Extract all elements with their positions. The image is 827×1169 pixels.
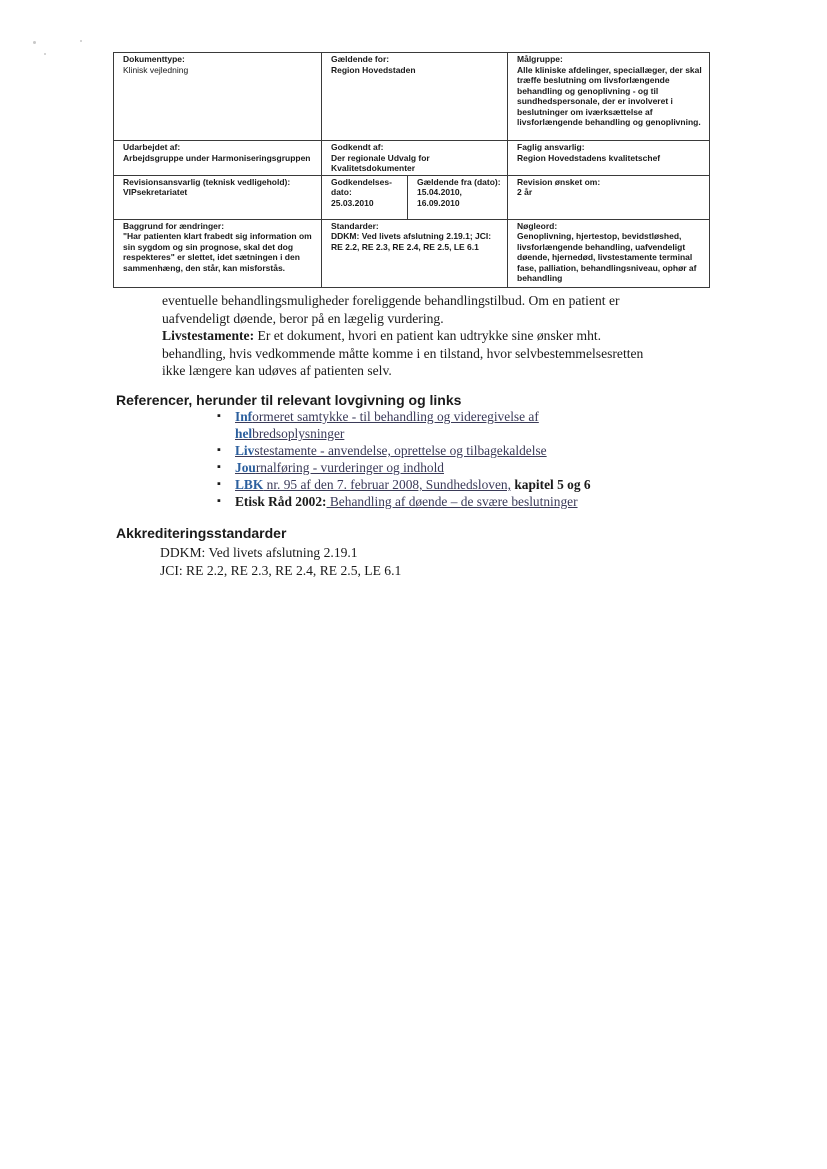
- link-informeret-samtykke-cont[interactable]: helbredsoplysninger: [235, 426, 345, 441]
- cell-dokumenttype: [114, 53, 322, 141]
- cell-revisionsansvarlig: [114, 175, 322, 219]
- cell-revision-onsket: [508, 175, 710, 219]
- link-livstestamente[interactable]: Livstestamente - anvendelse, oprettelse og tilbagekaldelse: [235, 443, 547, 458]
- scan-speck: [80, 40, 82, 42]
- godkendelsesdato-value: 25.03.2010: [331, 197, 374, 208]
- body-line: uafvendeligt døende, beror på en lægelig vurdering.: [162, 310, 444, 326]
- godkendt-af-value: Der regionale Udvalg for Kvalitetsdokumenter: [331, 152, 430, 173]
- udarbejdet-af-value: Arbejdsgruppe under Harmoniseringsgruppen: [123, 152, 311, 163]
- cell-baggrund: [114, 219, 322, 287]
- link-informeret-samtykke[interactable]: Informeret samtykke - til behandling og videregivelse af: [235, 409, 539, 424]
- accreditation-jci: JCI: RE 2.2, RE 2.3, RE 2.4, RE 2.5, LE 6.1: [160, 563, 402, 578]
- cell-gaeldende-fra: [408, 175, 508, 219]
- dokumenttype-label: Dokumenttype:: [123, 54, 185, 64]
- godkendelsesdato-label: Godkendelses-dato:: [331, 176, 392, 197]
- udarbejdet-af-label: Udarbejdet af:: [123, 142, 181, 152]
- baggrund-label: Baggrund for ændringer:: [123, 220, 225, 231]
- reference-item: [217, 476, 657, 493]
- reference-list: [217, 408, 657, 510]
- body-line: behandling, hvis vedkommende måtte komme i en tilstand, hvor selvbestemmelsesretten: [162, 345, 644, 361]
- standarder-label: Standarder:: [331, 220, 379, 231]
- scan-speck: [33, 41, 36, 44]
- body-line: eventuelle behandlingsmuligheder foreliggende behandlingstilbud. Om en patient er: [162, 293, 620, 308]
- godkendt-af-label: Godkendt af:: [331, 142, 384, 152]
- body-line: [162, 327, 702, 345]
- gaeldende-for-value: Region Hovedstaden: [331, 64, 416, 75]
- gaeldende-fra-value-1: 15.04.2010,: [417, 187, 462, 197]
- revisionsansvarlig-value: VIPsekretariatet: [123, 187, 188, 197]
- cell-godkendelsesdato: [322, 175, 408, 219]
- revision-onsket-value: 2 år: [517, 187, 533, 197]
- references-heading: Referencer, herunder til relevant lovgivning og links: [116, 392, 462, 408]
- gaeldende-for-label: Gældende for:: [331, 54, 390, 64]
- faglig-ansvarlig-label: Faglig ansvarlig:: [517, 142, 585, 152]
- maalgruppe-value: Alle kliniske afdelinger, speciallæger, der skal træffe beslutning om livsforlængende behandling og genoplivning - og til sundhedspersonale, der er involveret i beslutninger om iværksættelse af livsforlængende behandling og genoplivning.: [517, 64, 702, 127]
- cell-godkendt-af: [322, 141, 508, 176]
- faglig-ansvarlig-value: Region Hovedstadens kvalitetschef: [517, 152, 661, 163]
- livstestamente-definition: Er et dokument, hvori en patient kan udtrykke sine ønsker mht.: [254, 328, 602, 343]
- sundhedsloven-chapter: kapitel 5 og 6: [510, 477, 591, 492]
- cell-udarbejdet-af: [114, 141, 322, 176]
- standarder-value: DDKM: Ved livets afslutning 2.19.1; JCI: RE 2.2, RE 2.3, RE 2.4, RE 2.5, LE 6.1: [331, 231, 492, 252]
- cell-gaeldende-for: [322, 53, 508, 141]
- metadata-table: [113, 52, 710, 288]
- gaeldende-fra-label: Gældende fra (dato):: [417, 176, 501, 187]
- reference-item: [217, 408, 657, 442]
- reference-item: [217, 493, 657, 510]
- revision-onsket-label: Revision ønsket om:: [517, 176, 601, 187]
- gaeldende-fra-value-2: 16.09.2010: [417, 197, 460, 208]
- cell-noegleord: [508, 219, 710, 287]
- body-paragraph-2: [162, 327, 702, 380]
- livstestamente-term: Livstestamente:: [162, 328, 255, 343]
- link-sundhedsloven[interactable]: LBK nr. 95 af den 7. februar 2008, Sundhedsloven,: [235, 477, 511, 492]
- maalgruppe-label: Målgruppe:: [517, 54, 563, 64]
- body-line: ikke længere kan udøves af patienten selv.: [162, 363, 392, 379]
- cell-maalgruppe: [508, 53, 710, 141]
- body-paragraph-1: [162, 292, 702, 327]
- dokumenttype-value: Klinisk vejledning: [123, 64, 189, 75]
- cell-standarder: [322, 219, 508, 287]
- reference-item: [217, 442, 657, 459]
- link-etisk-raad[interactable]: Behandling af døende – de svære beslutninger: [326, 494, 578, 509]
- noegleord-label: Nøgleord:: [517, 220, 558, 231]
- accreditation-ddkm: DDKM: Ved livets afslutning 2.19.1: [160, 545, 358, 560]
- baggrund-value: "Har patienten klart frabedt sig information om sin sygdom og sin prognose, skal det dog respekteres" er slettet, idet sætningen i den sammenhæng, den står, kan misforstås.: [123, 231, 312, 273]
- etisk-raad-prefix: Etisk Råd 2002:: [235, 494, 327, 509]
- reference-item: [217, 459, 657, 476]
- revisionsansvarlig-label: Revisionsansvarlig (teknisk vedligehold):: [123, 176, 291, 187]
- scan-speck: [44, 53, 46, 55]
- cell-faglig-ansvarlig: [508, 141, 710, 176]
- noegleord-value: Genoplivning, hjertestop, bevidstløshed, livsforlængende behandling, uafvendeligt døende, hjernedød, livstestamente terminal fase, palliation, behandlingsniveau, ophør af behandling: [517, 231, 697, 283]
- link-journalfoering[interactable]: Journalføring - vurderinger og indhold: [235, 460, 445, 475]
- accreditation-heading: Akkrediteringsstandarder: [116, 525, 287, 541]
